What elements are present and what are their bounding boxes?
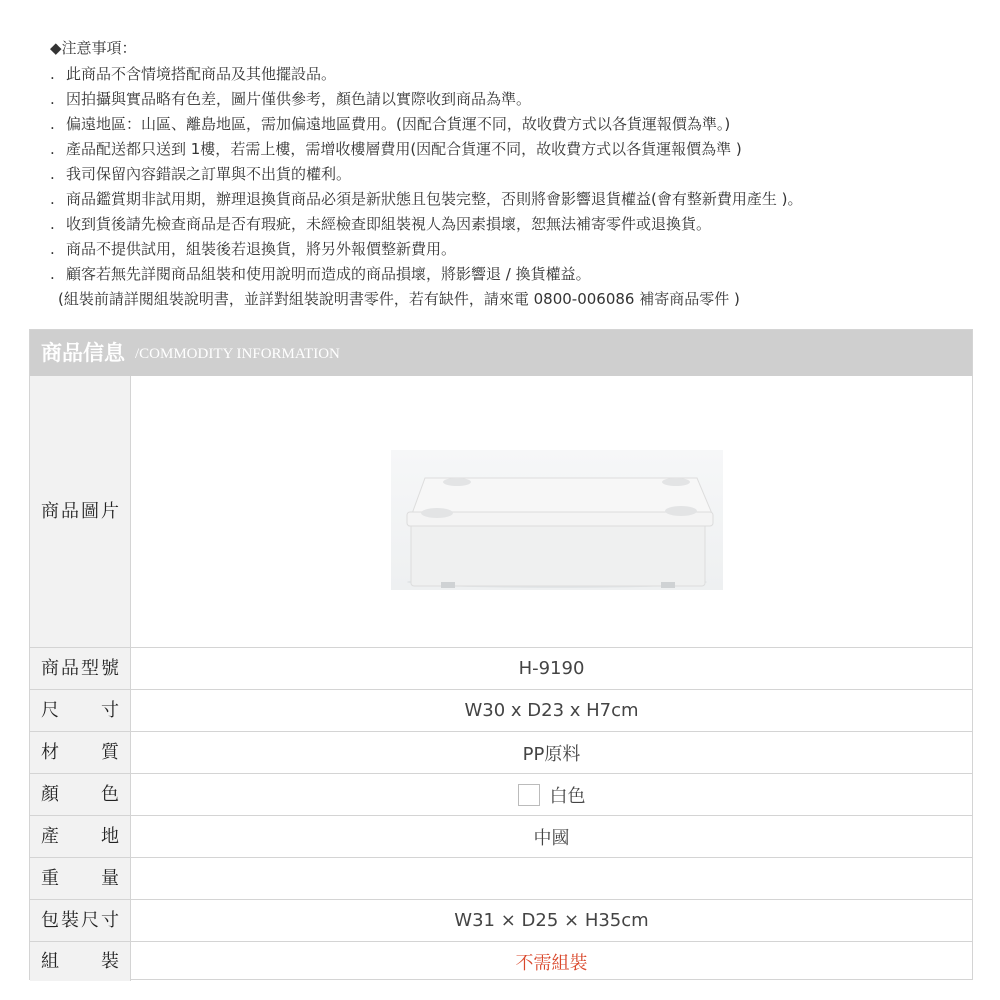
notice-item: . 產品配送都只送到 1樓，若需上樓，需增收樓層費用(因配合貨運不同，故收費方式以各貨運報價為準 ) [50,140,742,158]
assembly-value: 不需組裝 [515,952,588,974]
notice-item: . 商品不提供試用，組裝後若退換貨，將另外報價整新費用。 [50,240,457,258]
notice-item: . 我司保留內容錯誤之訂單與不出貨的權利。 [50,165,352,183]
notice-item: . 收到貨後請先檢查商品是否有瑕疵，未經檢查即組裝視人為因素損壞，恕無法補寄零件或退換貨。 [50,215,712,233]
notice-item: . 顧客若無先詳閱商品組裝和使用說明而造成的商品損壞，將影響退 / 換貨權益。 [50,265,591,283]
row-label: 材質 [41,741,119,763]
row-label: 包裝尺寸 [41,909,119,931]
weight-value [131,858,972,899]
storage-box-image [391,450,723,590]
notice-item: . 偏遠地區：山區、離島地區，需加偏遠地區費用。(因配合貨運不同，故收費方式以各貨運報價為準。) [50,115,731,133]
row-package-size [30,899,972,941]
row-product-image [30,376,972,647]
notice-title: ◆注意事項： [50,39,137,57]
row-model [30,647,972,689]
row-size [30,689,972,731]
info-subtitle: /COMMODITY INFORMATION [135,346,340,362]
row-origin [30,815,972,857]
row-color [30,773,972,815]
material-value: PP原料 [522,743,581,765]
notice-item: . 因拍攝與實品略有色差，圖片僅供參考，顏色請以實際收到商品為準。 [50,90,532,108]
notice-item: . 商品鑑賞期非試用期，辦理退換貨商品必須是新狀態且包裝完整，否則將會影響退貨權益(會有整新費用產生 )。 [50,190,803,208]
size-value: W30 x D23 x H7cm [464,700,639,721]
color-swatch [518,784,540,806]
notice-footer: (組裝前請詳閱組裝說明書，並詳對組裝說明書零件，若有缺件，請來電 0800-006086 補寄商品零件 ) [58,290,740,308]
row-weight [30,857,972,899]
row-label: 組裝 [41,950,119,972]
row-label: 重量 [41,867,119,889]
row-label: 顏色 [41,783,119,805]
origin-value: 中國 [533,827,570,849]
row-label: 尺寸 [41,699,119,721]
row-label: 產地 [41,825,119,847]
row-label: 商品型號 [41,657,119,679]
row-material [30,731,972,773]
model-value: H-9190 [518,658,585,679]
commodity-info-table [29,329,973,980]
package-size-value: W31 × D25 × H35cm [454,910,649,931]
row-assembly [30,941,972,981]
info-title: 商品信息 [41,341,125,365]
info-header [30,330,972,376]
product-photo [391,450,723,590]
color-value: 白色 [549,785,586,807]
row-label: 商品圖片 [41,500,119,522]
notice-item: . 此商品不含情境搭配商品及其他擺設品。 [50,65,337,83]
